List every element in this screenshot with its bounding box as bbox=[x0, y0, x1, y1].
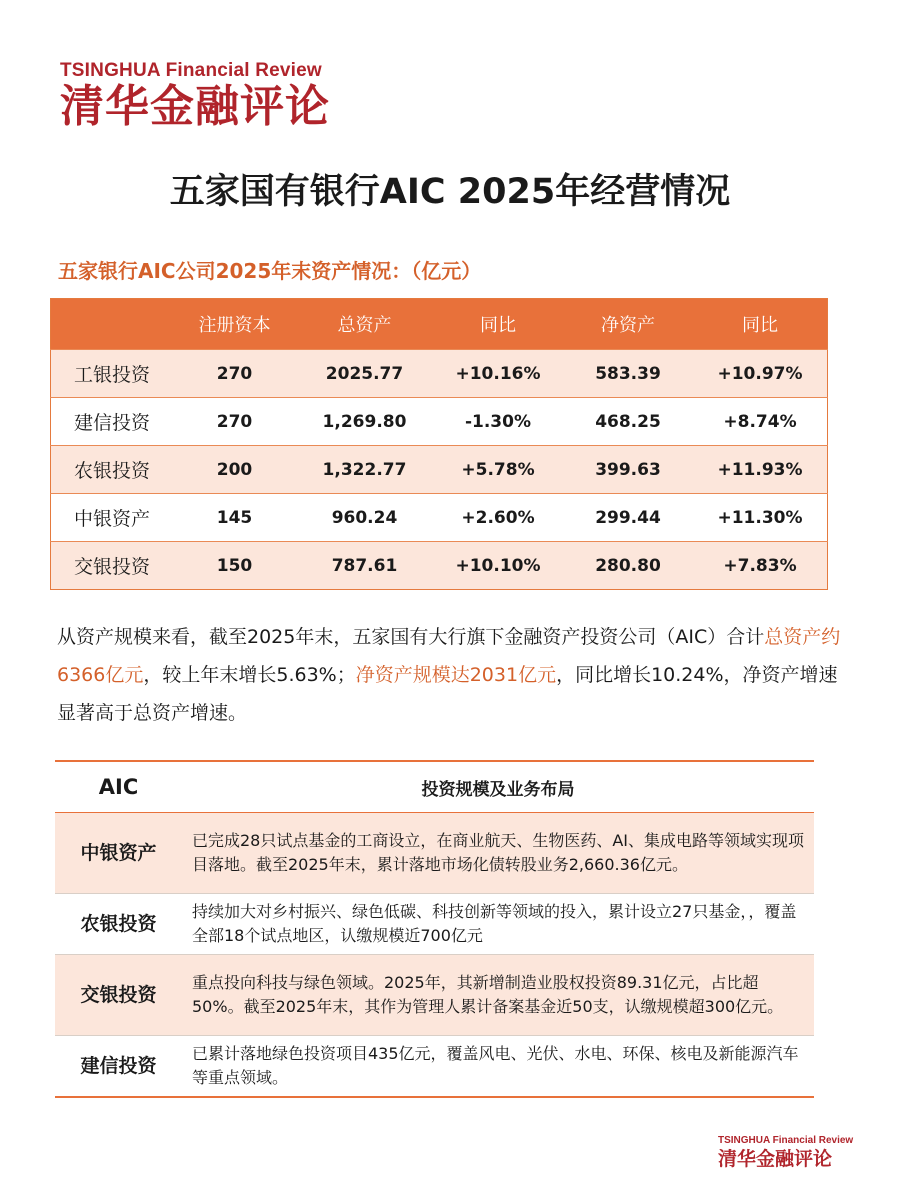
footer-logo-chinese: 清华金融评论 bbox=[718, 1148, 833, 1170]
net-assets: 583.39 bbox=[563, 350, 693, 398]
registered-capital: 150 bbox=[173, 542, 296, 590]
bank-name: 农银投资 bbox=[55, 894, 182, 955]
table-row bbox=[55, 894, 814, 955]
header-net-assets: 净资产 bbox=[563, 299, 693, 350]
brand-logo-english: TSINGHUA Financial Review bbox=[60, 60, 322, 81]
header-bank bbox=[51, 299, 174, 350]
bank-name: 农银投资 bbox=[51, 446, 174, 494]
total-assets: 960.24 bbox=[296, 494, 433, 542]
table-row bbox=[55, 1036, 814, 1098]
net-assets: 399.63 bbox=[563, 446, 693, 494]
net-assets-yoy: +10.97% bbox=[693, 350, 828, 398]
total-assets-yoy: +5.78% bbox=[433, 446, 563, 494]
brand-logo-chinese: 清华金融评论 bbox=[60, 81, 330, 132]
summary-text-1: 从资产规模来看，截至2025年末，五家国有大行旗下金融资产投资公司（AIC）合计 bbox=[57, 626, 765, 648]
total-assets-yoy: +10.16% bbox=[433, 350, 563, 398]
table-row bbox=[55, 955, 814, 1036]
bank-name: 交银投资 bbox=[55, 955, 182, 1036]
net-assets-yoy: +7.83% bbox=[693, 542, 828, 590]
total-assets-yoy: -1.30% bbox=[433, 398, 563, 446]
net-assets: 280.80 bbox=[563, 542, 693, 590]
registered-capital: 270 bbox=[173, 350, 296, 398]
header-total-assets: 总资产 bbox=[296, 299, 433, 350]
net-assets: 468.25 bbox=[563, 398, 693, 446]
bank-name: 中银资产 bbox=[55, 813, 182, 894]
layout-table-header-row bbox=[55, 761, 814, 813]
header-investment-layout: 投资规模及业务布局 bbox=[182, 761, 814, 813]
business-layout-table bbox=[55, 760, 814, 1098]
total-assets: 787.61 bbox=[296, 542, 433, 590]
net-assets: 299.44 bbox=[563, 494, 693, 542]
brand-logo bbox=[60, 60, 330, 132]
registered-capital: 270 bbox=[173, 398, 296, 446]
total-assets: 1,269.80 bbox=[296, 398, 433, 446]
table-row bbox=[51, 494, 828, 542]
summary-paragraph bbox=[57, 618, 847, 732]
summary-highlight-net-assets: 净资产规模达2031亿元 bbox=[355, 664, 557, 686]
bank-name: 中银资产 bbox=[51, 494, 174, 542]
total-assets-yoy: +10.10% bbox=[433, 542, 563, 590]
page-title: 五家国有银行AIC 2025年经营情况 bbox=[169, 172, 731, 212]
summary-text-3: ，同比增长10.24%，净资产增速显著高于总资产增速。 bbox=[57, 664, 838, 724]
asset-table-header-row bbox=[51, 299, 828, 350]
asset-table bbox=[50, 298, 828, 590]
table-row bbox=[55, 813, 814, 894]
header-aic: AIC bbox=[55, 761, 182, 813]
table-row bbox=[51, 446, 828, 494]
header-total-assets-yoy: 同比 bbox=[433, 299, 563, 350]
summary-text-2: ，较上年末增长5.63%； bbox=[143, 664, 356, 686]
summary-highlight-total-assets: 总资产约6366亿元 bbox=[57, 626, 841, 686]
registered-capital: 200 bbox=[173, 446, 296, 494]
table-row bbox=[51, 542, 828, 590]
bank-name: 交银投资 bbox=[51, 542, 174, 590]
business-description: 已累计落地绿色投资项目435亿元，覆盖风电、光伏、水电、环保、核电及新能源汽车等重点领域。 bbox=[182, 1036, 814, 1098]
business-description: 已完成28只试点基金的工商设立，在商业航天、生物医药、AI、集成电路等领域实现项目落地。截至2025年末，累计落地市场化债转股业务2,660.36亿元。 bbox=[182, 813, 814, 894]
bank-name: 建信投资 bbox=[51, 398, 174, 446]
business-description: 持续加大对乡村振兴、绿色低碳、科技创新等领域的投入，累计设立27只基金，，覆盖全部18个试点地区，认缴规模近700亿元 bbox=[182, 894, 814, 955]
total-assets: 1,322.77 bbox=[296, 446, 433, 494]
bank-name: 工银投资 bbox=[51, 350, 174, 398]
net-assets-yoy: +8.74% bbox=[693, 398, 828, 446]
asset-table-caption: 五家银行AIC公司2025年末资产情况：（亿元） bbox=[58, 259, 482, 283]
footer-logo-english: TSINGHUA Financial Review bbox=[718, 1135, 854, 1146]
business-description: 重点投向科技与绿色领域。2025年，其新增制造业股权投资89.31亿元，占比超50%。截至2025年末，其作为管理人累计备案基金近50支，认缴规模超300亿元。 bbox=[182, 955, 814, 1036]
total-assets-yoy: +2.60% bbox=[433, 494, 563, 542]
net-assets-yoy: +11.30% bbox=[693, 494, 828, 542]
footer-brand-logo bbox=[718, 1135, 853, 1171]
header-net-assets-yoy: 同比 bbox=[693, 299, 828, 350]
header-registered-capital: 注册资本 bbox=[173, 299, 296, 350]
bank-name: 建信投资 bbox=[55, 1036, 182, 1098]
net-assets-yoy: +11.93% bbox=[693, 446, 828, 494]
table-row bbox=[51, 350, 828, 398]
table-row bbox=[51, 398, 828, 446]
total-assets: 2025.77 bbox=[296, 350, 433, 398]
registered-capital: 145 bbox=[173, 494, 296, 542]
